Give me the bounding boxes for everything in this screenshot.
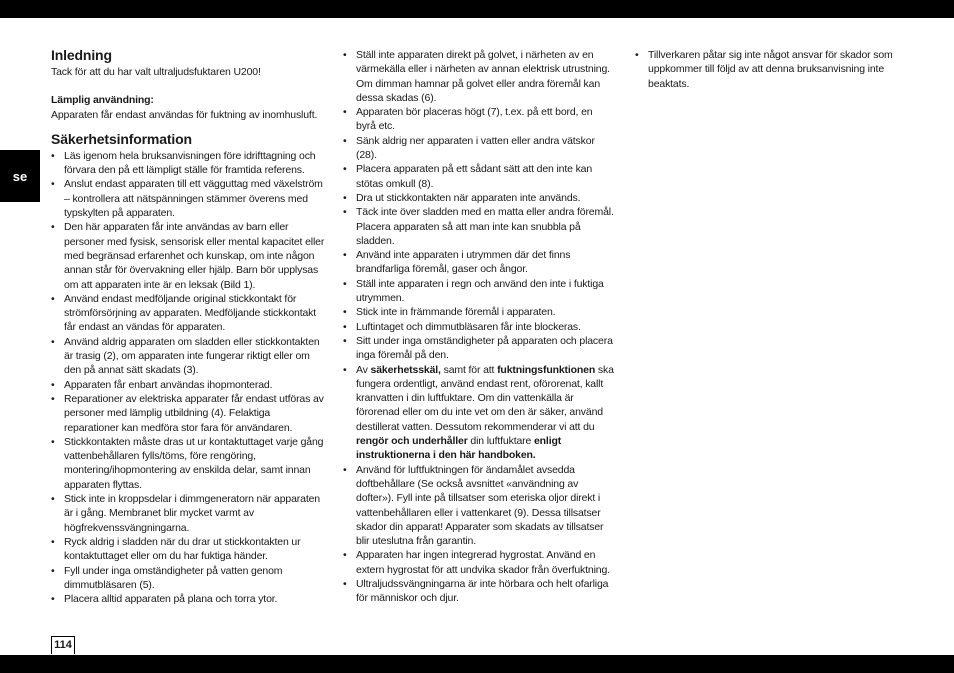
list-item [51, 435, 326, 492]
bullet-icon: • [343, 363, 347, 376]
safety-list-middle [343, 48, 615, 363]
list-item-text: Använd för luftfuktningen för ändamålet avsedda doftbehållare (Se också avsnittet «användning av dofter»). Fyll inte på tillsatser som eteriska oljor direkt i vattenbehållaren eller i vattenkaret (9). Dessa tillsatser skador din apparat! Apparater som skadats av tillsatser blir uteslutna från garantin. [356, 463, 604, 548]
bullet-icon: • [343, 334, 347, 347]
list-item-text: Ryck aldrig i sladden när du drar ut stickkontakten ur kontaktuttaget eller om du har fuktiga händer. [64, 535, 301, 563]
safety-list-middle-after [343, 463, 615, 606]
list-item-text: Tillverkaren påtar sig inte något ansvar för skador som uppkommer till följd av att denna bruksanvisning inte beaktats. [648, 49, 893, 90]
list-item [343, 548, 615, 577]
bullet-icon: • [635, 49, 639, 61]
list-item-text: Reparationer av elektriska apparater får endast utföras av personer med lämplig utbildning (4). Felaktiga reparationer kan medföra stor fara för användaren. [64, 392, 324, 434]
bullet-icon: • [51, 149, 55, 162]
bullet-icon: • [51, 564, 55, 577]
intro-text: Tack för att du har valt ultraljudsfuktaren U200! [51, 66, 261, 78]
bullet-icon: • [343, 206, 347, 219]
list-item [343, 191, 615, 205]
bold-run: enligt instruktionerna i den här handboken. [356, 435, 562, 462]
list-item [51, 535, 326, 564]
list-item-text: Den här apparaten får inte användas av barn eller personer med fysisk, sensorisk eller mental kapacitet eller med begränsad erfarenhet och kunskap, om inte någon annan står för övervakning eller hjälp. Barn bör upplysas om att apparaten inte är en leksak (Bild 1). [64, 221, 325, 291]
list-item-text: Sänk aldrig ner apparaten i vatten eller andra vätskor (28). [356, 134, 595, 162]
list-item-text: Placera apparaten på ett sådant sätt att den inte kan stötas omkull (8). [356, 163, 593, 190]
list-item-text: Täck inte över sladden med en matta eller andra föremål. Placera apparaten så att man inte kan snubbla på sladden. [356, 206, 614, 247]
list-item [343, 577, 615, 606]
column-left [51, 46, 326, 606]
list-item-text: Apparaten har ingen integrerad hygrostat. Använd en extern hygrostat för att undvika skador från överfuktning. [356, 549, 610, 576]
bullet-icon: • [51, 493, 55, 506]
intro-heading: Inledning [51, 47, 112, 63]
list-item-text: Använd endast medföljande original stickkontakt för strömförsörjning av apparaten. Medföljande stickkontakt får endast an vändas för apparaten. [64, 292, 317, 334]
bullet-icon: • [343, 134, 347, 147]
list-item-text: Dra ut stickkontakten när apparaten inte används. [356, 191, 581, 204]
text-run: din luftfuktare [467, 435, 534, 448]
list-item [343, 305, 615, 319]
safety-heading: Säkerhetsinformation [51, 130, 192, 147]
top-band [0, 0, 954, 18]
bullet-icon: • [343, 549, 347, 562]
column-right [635, 48, 905, 91]
list-item-text: Apparaten får enbart användas ihopmonterad. [64, 378, 273, 391]
bullet-icon: • [51, 178, 55, 191]
bold-run: fuktningsfunktionen [497, 363, 596, 376]
safety-list-left [51, 149, 326, 607]
text-run: ska fungera ordentligt, använd endast rent, oförorenat, kallt kranvatten i din luftfuktare. Om din vattenkälla är förorenad eller om du inte vet om den är säker, använd destillerat vatten. Dessutom rekommenderar vi att du [356, 363, 614, 433]
language-tab: se [0, 150, 40, 202]
list-item [51, 564, 326, 593]
list-item [51, 492, 326, 535]
list-item [343, 134, 615, 163]
bullet-icon: • [343, 249, 347, 262]
list-item [343, 205, 615, 248]
text-run: samt för att [440, 363, 498, 376]
list-item [343, 105, 615, 134]
list-item [51, 392, 326, 435]
list-item [343, 363, 615, 463]
list-item-text: Ställ inte apparaten direkt på golvet, i närheten av en värmekälla eller i närheten av annan elektrisk utrustning. Om dimman hamnar på golvet eller andra föremål kan dessa skadas (6). [356, 49, 610, 104]
list-item [51, 149, 326, 178]
list-item [343, 463, 615, 549]
list-item [343, 248, 615, 277]
safety-list-middle-mixed [343, 363, 615, 463]
list-item [51, 335, 326, 378]
bottom-band [0, 655, 954, 673]
bullet-icon: • [51, 435, 55, 448]
list-item [51, 378, 326, 392]
bullet-icon: • [343, 191, 347, 204]
list-item-text: Apparaten bör placeras högt (7), t.ex. på ett bord, en byrå etc. [356, 106, 593, 133]
list-item-text: Ultraljudssvängningarna är inte hörbara och helt ofarliga för människor och djur. [356, 577, 609, 605]
list-item [51, 292, 326, 335]
list-item-text: Stickkontakten måste dras ut ur kontaktuttaget varje gång vattenbehållaren fylls/töms, före rengöring, montering/ihopmontering av enskilda delar, samt innan apparaten flyttas. [64, 435, 324, 491]
list-item-text: Sitt under inga omständigheter på apparaten och placera inga föremål på den. [356, 334, 613, 362]
list-item [343, 334, 615, 363]
column-middle [343, 48, 615, 606]
bullet-icon: • [51, 335, 55, 348]
list-item [635, 48, 905, 91]
page-number: 114 [51, 636, 75, 654]
list-item [343, 162, 615, 191]
list-item [343, 48, 615, 105]
bullet-icon: • [51, 378, 55, 391]
bullet-icon: • [343, 463, 347, 476]
bullet-icon: • [51, 392, 55, 405]
list-item-text: Ställ inte apparaten i regn och använd den inte i fuktiga utrymmen. [356, 277, 604, 305]
list-item [343, 277, 615, 306]
bullet-icon: • [343, 277, 347, 290]
text-run: Av [356, 363, 371, 376]
list-item-text: Använd aldrig apparaten om sladden eller stickkontakten är trasig (2), om apparaten inte fungerar riktigt eller om den på annat sätt skadats (3). [64, 335, 320, 377]
list-item [343, 320, 615, 334]
usage-text: Apparaten får endast användas för fuktning av inomhusluft. [51, 108, 318, 121]
list-item-text: Stick inte in kroppsdelar i dimmgeneratorn när apparaten är i gång. Membranet blir mycket varmt av högfrekvenssvängningarna. [64, 493, 320, 534]
list-item-text: Luftintaget och dimmutbläsaren får inte blockeras. [356, 320, 581, 333]
safety-list-right [635, 48, 905, 91]
bullet-icon: • [51, 292, 55, 305]
bullet-icon: • [343, 306, 347, 319]
bullet-icon: • [343, 320, 347, 333]
bullet-icon: • [343, 49, 347, 61]
list-item [51, 592, 326, 606]
list-item-text: Läs igenom hela bruksanvisningen före idrifttagning och förvara den på ett lämpligt ställe för framtida referens. [64, 149, 316, 177]
list-item-text: Använd inte apparaten i utrymmen där det finns brandfarliga föremål, gaser och ångor. [356, 249, 571, 276]
list-item-text: Placera alltid apparaten på plana och torra ytor. [64, 593, 278, 606]
list-item-text: Fyll under inga omständigheter på vatten genom dimmutbläsaren (5). [64, 564, 283, 591]
bullet-icon: • [51, 221, 55, 234]
list-item [51, 220, 326, 291]
list-item [51, 177, 326, 220]
bold-run: rengör och underhåller [356, 435, 468, 448]
bullet-icon: • [343, 577, 347, 590]
bullet-icon: • [343, 163, 347, 176]
bullet-icon: • [51, 535, 55, 548]
list-item-text: Stick inte in främmande föremål i apparaten. [356, 306, 556, 319]
bold-run: säkerhetsskäl, [370, 363, 441, 376]
usage-heading: Lämplig användning: [51, 94, 154, 107]
bullet-icon: • [51, 593, 55, 606]
bullet-icon: • [343, 106, 347, 119]
list-item-text: Anslut endast apparaten till ett vägguttag med växelström – kontrollera att nätspänningen stämmer överens med typskylten på apparaten. [64, 178, 323, 220]
